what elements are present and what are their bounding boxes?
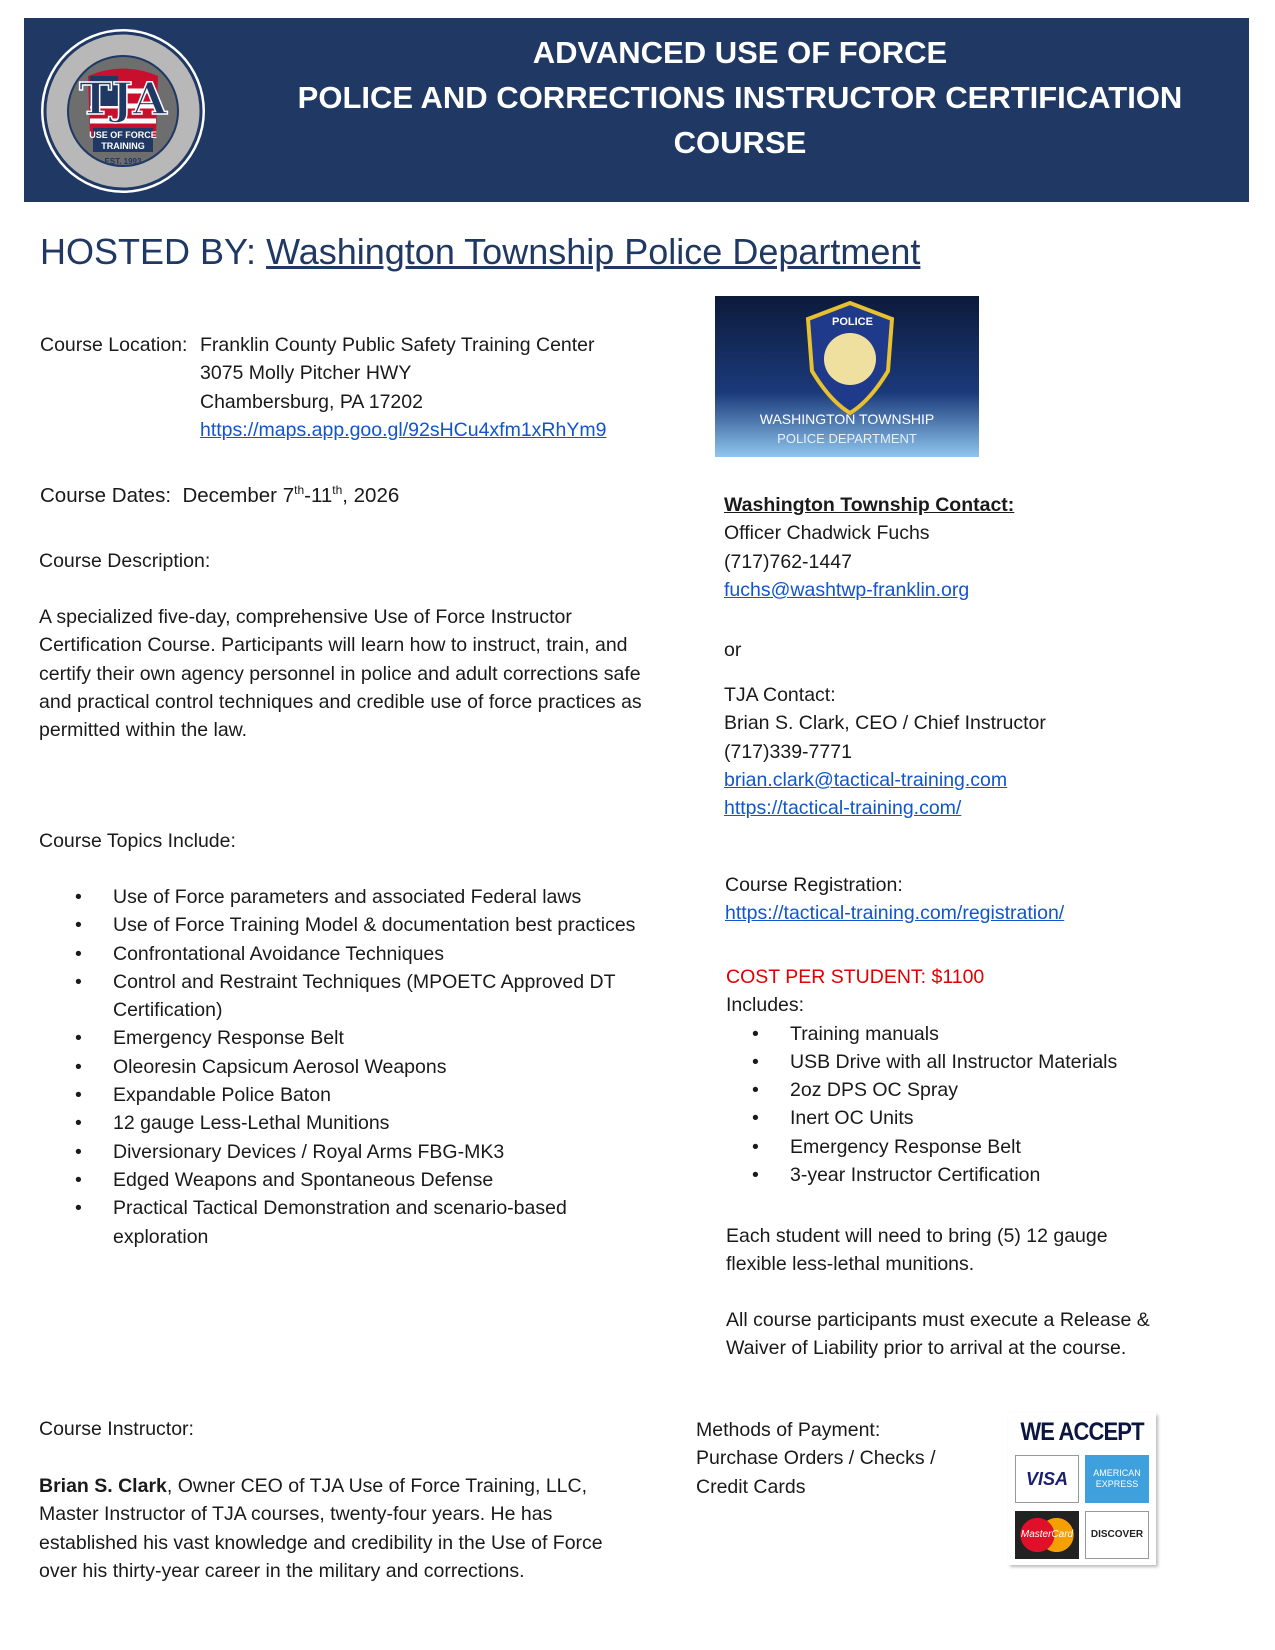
patch-text: POLICE — [832, 316, 873, 328]
course-title — [270, 30, 1210, 165]
topics-list — [39, 883, 659, 1251]
instructor-label: Course Instructor: — [39, 1418, 194, 1440]
host-name: Washington Township Police Department — [266, 231, 921, 272]
we-accept-text: WE ACCEPT — [1020, 1418, 1144, 1446]
list-item: • Use of Force parameters and associated Federal laws — [39, 883, 659, 911]
sup: th — [294, 483, 305, 497]
list-item: • Edged Weapons and Spontaneous Defense — [39, 1166, 659, 1194]
course-location — [40, 331, 607, 441]
list-item: • 3-year Instructor Certification — [716, 1161, 1246, 1189]
contact-name: Brian S. Clark, CEO / Chief Instructor — [724, 712, 1046, 735]
location-line: Franklin County Public Safety Training Center — [200, 334, 595, 356]
contact-phone: (717)762-1447 — [724, 550, 852, 573]
hosted-label: HOSTED BY: — [40, 231, 267, 272]
list-item: • Emergency Response Belt — [39, 1024, 659, 1052]
registration — [725, 871, 1064, 928]
list-item: • Use of Force Training Model & documentation best practices — [39, 911, 659, 939]
dates-year: , 2026 — [342, 483, 400, 507]
map-link[interactable]: https://maps.app.goo.gl/92sHCu4xfm1xRhYm9 — [200, 418, 607, 441]
badge-line2: POLICE DEPARTMENT — [777, 431, 917, 446]
svg-text:TJA: TJA — [79, 74, 167, 125]
registration-link[interactable]: https://tactical-training.com/registration/ — [725, 902, 1065, 925]
mastercard-icon: MasterCard — [1015, 1511, 1079, 1559]
tja-contact — [724, 681, 1244, 822]
amex-icon: AMERICAN EXPRESS — [1085, 1455, 1149, 1503]
svg-text:TRAINING: TRAINING — [101, 141, 145, 151]
list-item: • Diversionary Devices / Royal Arms FBG-MK3 — [39, 1138, 659, 1166]
waiver-note: All course participants must execute a Release & Waiver of Liability prior to arrival at the course. — [726, 1309, 1150, 1360]
we-accept-cards — [1008, 1413, 1156, 1565]
payment-label: Methods of Payment: — [696, 1419, 881, 1441]
hosted-by — [40, 228, 920, 276]
list-item: • Confrontational Avoidance Techniques — [39, 940, 659, 968]
discover-icon: DISCOVER — [1085, 1511, 1149, 1559]
tja-logo — [38, 26, 208, 196]
description-label: Course Description: — [39, 550, 211, 572]
list-item: • Practical Tactical Demonstration and scenario-based exploration — [39, 1194, 659, 1251]
dates-end: -11 — [304, 483, 333, 507]
or-text: or — [724, 639, 742, 661]
cost-section — [726, 963, 1246, 1189]
list-item: • Emergency Response Belt — [716, 1133, 1246, 1161]
cost-label: COST PER STUDENT: $1100 — [726, 966, 985, 988]
list-item: • Inert OC Units — [716, 1104, 1246, 1132]
contact-email-link[interactable]: brian.clark@tactical-training.com — [724, 768, 1008, 791]
svg-text:EST. 1993: EST. 1993 — [104, 157, 142, 166]
contact-email-link[interactable]: fuchs@washtwp-franklin.org — [724, 578, 970, 601]
munitions-note: Each student will need to bring (5) 12 gauge flexible less-lethal munitions. — [726, 1225, 1108, 1276]
contact-name: Officer Chadwick Fuchs — [724, 522, 930, 545]
location-line: Chambersburg, PA 17202 — [200, 390, 423, 413]
sup: th — [332, 483, 343, 497]
title-line: POLICE AND CORRECTIONS INSTRUCTOR CERTIFICATION — [297, 80, 1183, 115]
wt-contact — [724, 491, 1224, 604]
svg-text:USE OF FORCE: USE OF FORCE — [89, 130, 157, 140]
topics-label: Course Topics Include: — [39, 830, 236, 852]
payment-methods — [696, 1416, 966, 1501]
instructor-bio — [39, 1472, 609, 1585]
list-item: • Control and Restraint Techniques (MPOETC Approved DT Certification) — [39, 968, 659, 1025]
list-item: • USB Drive with all Instructor Materials — [716, 1048, 1246, 1076]
registration-label: Course Registration: — [725, 874, 903, 896]
payment-methods-text: Purchase Orders / Checks / Credit Cards — [696, 1447, 936, 1498]
course-dates — [40, 476, 399, 510]
badge-line1: WASHINGTON TOWNSHIP — [759, 411, 935, 427]
washington-township-badge — [715, 296, 979, 457]
list-item: • 2oz DPS OC Spray — [716, 1076, 1246, 1104]
contact-phone: (717)339-7771 — [724, 740, 852, 763]
dates-label: Course Dates: — [40, 483, 172, 507]
wt-contact-label: Washington Township Contact: — [724, 494, 1015, 516]
list-item: • Expandable Police Baton — [39, 1081, 659, 1109]
location-label: Course Location: — [40, 334, 188, 356]
tja-contact-label: TJA Contact: — [724, 684, 836, 706]
title-line: ADVANCED USE OF FORCE — [532, 35, 948, 70]
dates-start: December 7 — [182, 483, 295, 507]
includes-list — [716, 1020, 1246, 1190]
visa-icon: VISA — [1015, 1455, 1079, 1503]
list-item: • Oleoresin Capsicum Aerosol Weapons — [39, 1053, 659, 1081]
website-link[interactable]: https://tactical-training.com/ — [724, 797, 962, 820]
bio-text: , Owner CEO of TJA Use of Force Training, LLC, Master Instructor of TJA courses, twenty-four years. He has established his vast knowledge and credibility in the Use of Force over his thirty-year career in the military and corrections. — [39, 1475, 603, 1582]
title-line: COURSE — [673, 125, 807, 160]
description-text: A specialized five-day, comprehensive Use of Force Instructor Certification Course. Participants will learn how to instruct, train, and certify their own agency personnel in police and adult corrections safe and practical control techniques and credible use of force practices as permitted within the law. — [39, 606, 642, 742]
includes-label: Includes: — [726, 994, 805, 1017]
list-item: • 12 gauge Less-Lethal Munitions — [39, 1109, 659, 1137]
instructor-name: Brian S. Clark — [39, 1475, 167, 1497]
location-line: 3075 Molly Pitcher HWY — [200, 362, 412, 385]
list-item: • Training manuals — [716, 1020, 1246, 1048]
